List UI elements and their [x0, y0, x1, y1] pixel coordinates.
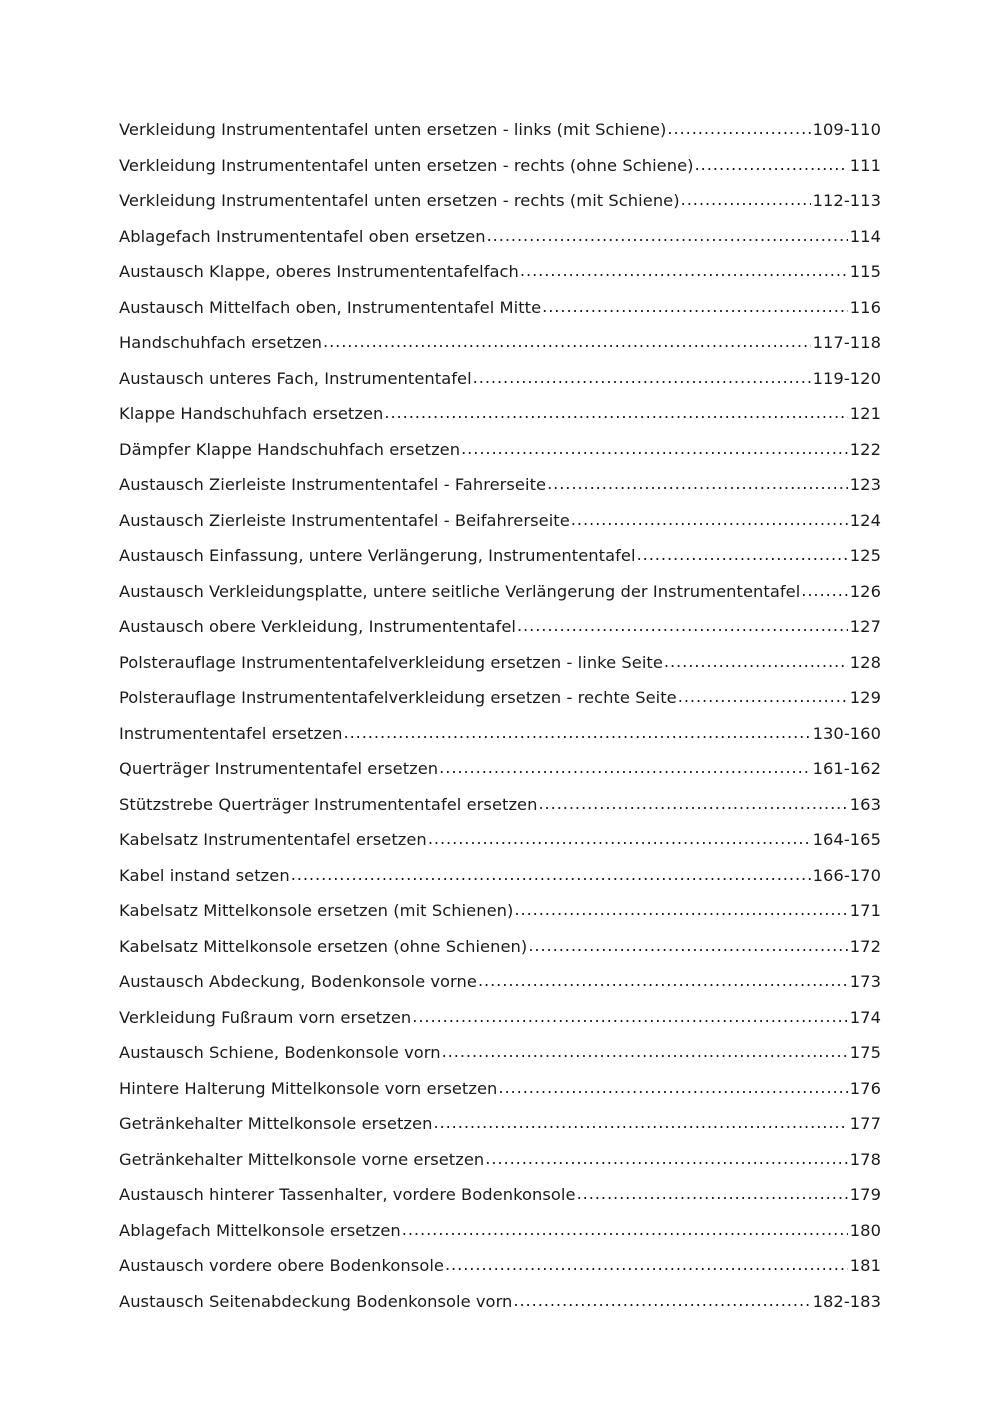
toc-entry-page-number: 178	[849, 1149, 881, 1169]
toc-entry[interactable]	[119, 183, 881, 219]
toc-entry[interactable]	[119, 574, 881, 610]
toc-dot-leader	[520, 261, 848, 280]
toc-entry-title: Klappe Handschuhfach ersetzen	[119, 404, 384, 424]
toc-dot-leader	[514, 900, 847, 919]
toc-dot-leader	[498, 1078, 847, 1097]
toc-dot-leader	[577, 1184, 848, 1203]
toc-entry[interactable]	[119, 148, 881, 184]
toc-dot-leader	[571, 510, 848, 529]
toc-dot-leader	[513, 1291, 810, 1310]
toc-entry[interactable]	[119, 219, 881, 255]
toc-entry-title: Kabelsatz Mittelkonsole ersetzen (ohne Schienen)	[119, 936, 528, 956]
toc-entry-title: Getränkehalter Mittelkonsole vorne ersetzen	[119, 1149, 485, 1169]
toc-entry-title: Austausch Abdeckung, Bodenkonsole vorne	[119, 972, 477, 992]
toc-dot-leader	[461, 439, 848, 458]
toc-entry-page-number: 180	[849, 1220, 881, 1240]
toc-entry-page-number: 172	[849, 936, 881, 956]
toc-entry-page-number: 115	[849, 262, 881, 282]
toc-entry[interactable]	[119, 858, 881, 894]
toc-dot-leader	[442, 1042, 848, 1061]
toc-dot-leader	[412, 1007, 848, 1026]
toc-dot-leader	[291, 865, 811, 884]
toc-entry-title: Querträger Instrumententafel ersetzen	[119, 759, 439, 779]
toc-dot-leader	[344, 723, 811, 742]
toc-entry[interactable]	[119, 290, 881, 326]
toc-entry-page-number: 174	[849, 1007, 881, 1027]
toc-entry-page-number: 122	[849, 439, 881, 459]
toc-entry-title: Hintere Halterung Mittelkonsole vorn ersetzen	[119, 1078, 498, 1098]
toc-entry-title: Getränkehalter Mittelkonsole ersetzen	[119, 1114, 433, 1134]
toc-entry[interactable]	[119, 1284, 881, 1320]
toc-entry-title: Austausch unteres Fach, Instrumententafel	[119, 368, 472, 388]
toc-entry[interactable]	[119, 1106, 881, 1142]
toc-entry-page-number: 121	[849, 404, 881, 424]
toc-dot-leader	[538, 794, 847, 813]
toc-dot-leader	[542, 297, 848, 316]
toc-dot-leader	[433, 1113, 847, 1132]
toc-entry-title: Austausch obere Verkleidung, Instrumententafel	[119, 617, 516, 637]
toc-entry-page-number: 179	[849, 1185, 881, 1205]
toc-entry-page-number: 117-118	[812, 333, 881, 353]
toc-entry-title: Polsterauflage Instrumententafelverkleidung ersetzen - rechte Seite	[119, 688, 677, 708]
toc-entry-page-number: 127	[849, 617, 881, 637]
toc-dot-leader	[801, 581, 847, 600]
toc-entry[interactable]	[119, 964, 881, 1000]
toc-entry-title: Stützstrebe Querträger Instrumententafel ersetzen	[119, 794, 538, 814]
toc-dot-leader	[695, 155, 848, 174]
toc-dot-leader	[439, 758, 810, 777]
toc-entry[interactable]	[119, 1248, 881, 1284]
toc-entry[interactable]	[119, 609, 881, 645]
toc-entry[interactable]	[119, 787, 881, 823]
toc-entry-page-number: 125	[849, 546, 881, 566]
toc-entry[interactable]	[119, 1000, 881, 1036]
toc-entry-page-number: 177	[849, 1114, 881, 1134]
toc-entry[interactable]	[119, 1071, 881, 1107]
toc-dot-leader	[667, 119, 810, 138]
toc-entry-page-number: 124	[849, 510, 881, 530]
toc-entry[interactable]	[119, 1035, 881, 1071]
toc-entry-title: Verkleidung Instrumententafel unten ersetzen - rechts (ohne Schiene)	[119, 155, 694, 175]
toc-entry[interactable]	[119, 893, 881, 929]
toc-entry[interactable]	[119, 396, 881, 432]
toc-entry[interactable]	[119, 751, 881, 787]
toc-dot-leader	[445, 1255, 848, 1274]
toc-entry-page-number: 123	[849, 475, 881, 495]
toc-entry-title: Dämpfer Klappe Handschuhfach ersetzen	[119, 439, 461, 459]
toc-entry-title: Ablagefach Mittelkonsole ersetzen	[119, 1220, 401, 1240]
toc-entry-page-number: 116	[849, 297, 881, 317]
toc-entry-page-number: 182-183	[812, 1291, 881, 1311]
toc-dot-leader	[547, 474, 848, 493]
toc-entry[interactable]	[119, 680, 881, 716]
toc-entry[interactable]	[119, 538, 881, 574]
toc-dot-leader	[478, 971, 848, 990]
toc-entry-page-number: 128	[849, 652, 881, 672]
toc-entry-page-number: 112-113	[812, 191, 881, 211]
toc-entry-page-number: 181	[849, 1256, 881, 1276]
toc-entry-page-number: 171	[849, 901, 881, 921]
toc-entry[interactable]	[119, 503, 881, 539]
toc-dot-leader	[528, 936, 847, 955]
toc-entry-title: Kabelsatz Mittelkonsole ersetzen (mit Schienen)	[119, 901, 514, 921]
toc-entry-title: Austausch Schiene, Bodenkonsole vorn	[119, 1043, 441, 1063]
toc-entry[interactable]	[119, 822, 881, 858]
toc-entry-page-number: 130-160	[812, 723, 881, 743]
toc-dot-leader	[517, 616, 848, 635]
toc-dot-leader	[384, 403, 847, 422]
toc-dot-leader	[428, 829, 811, 848]
toc-entry-title: Austausch Zierleiste Instrumententafel - Fahrerseite	[119, 475, 547, 495]
toc-entry-title: Verkleidung Fußraum vorn ersetzen	[119, 1007, 412, 1027]
toc-entry[interactable]	[119, 716, 881, 752]
toc-dot-leader	[664, 652, 848, 671]
toc-entry-title: Austausch Klappe, oberes Instrumententafelfach	[119, 262, 519, 282]
toc-entry[interactable]	[119, 432, 881, 468]
toc-entry-page-number: 173	[849, 972, 881, 992]
toc-entry[interactable]	[119, 1177, 881, 1213]
toc-entry-title: Austausch hinterer Tassenhalter, vordere Bodenkonsole	[119, 1185, 576, 1205]
table-of-contents	[119, 112, 881, 1319]
toc-entry-page-number: 164-165	[812, 830, 881, 850]
toc-entry-page-number: 166-170	[812, 865, 881, 885]
toc-entry-title: Verkleidung Instrumententafel unten ersetzen - links (mit Schiene)	[119, 120, 667, 140]
toc-entry-page-number: 109-110	[812, 120, 881, 140]
toc-entry[interactable]	[119, 1142, 881, 1178]
toc-dot-leader	[473, 368, 811, 387]
toc-entry-page-number: 129	[849, 688, 881, 708]
toc-entry-title: Kabelsatz Instrumententafel ersetzen	[119, 830, 427, 850]
toc-entry-title: Austausch Zierleiste Instrumententafel - Beifahrerseite	[119, 510, 570, 530]
toc-dot-leader	[402, 1220, 848, 1239]
toc-entry[interactable]	[119, 467, 881, 503]
toc-entry-page-number: 111	[849, 155, 881, 175]
toc-dot-leader	[681, 190, 811, 209]
toc-entry-page-number: 119-120	[812, 368, 881, 388]
toc-entry[interactable]	[119, 645, 881, 681]
toc-entry[interactable]	[119, 325, 881, 361]
toc-entry-title: Austausch Verkleidungsplatte, untere seitliche Verlängerung der Instrumententafel	[119, 581, 801, 601]
toc-entry[interactable]	[119, 254, 881, 290]
toc-dot-leader	[637, 545, 848, 564]
toc-dot-leader	[323, 332, 811, 351]
toc-entry[interactable]	[119, 929, 881, 965]
toc-entry-title: Austausch vordere obere Bodenkonsole	[119, 1256, 444, 1276]
toc-entry-title: Instrumententafel ersetzen	[119, 723, 343, 743]
toc-entry-title: Austausch Einfassung, untere Verlängerung, Instrumententafel	[119, 546, 636, 566]
toc-entry-title: Austausch Mittelfach oben, Instrumententafel Mitte	[119, 297, 542, 317]
toc-entry-title: Ablagefach Instrumententafel oben ersetzen	[119, 226, 486, 246]
toc-dot-leader	[487, 226, 848, 245]
toc-entry-page-number: 176	[849, 1078, 881, 1098]
toc-entry-title: Austausch Seitenabdeckung Bodenkonsole vorn	[119, 1291, 513, 1311]
toc-entry-title: Polsterauflage Instrumententafelverkleidung ersetzen - linke Seite	[119, 652, 663, 672]
toc-entry-page-number: 175	[849, 1043, 881, 1063]
toc-entry-page-number: 163	[849, 794, 881, 814]
toc-entry[interactable]	[119, 1213, 881, 1249]
toc-entry[interactable]	[119, 361, 881, 397]
toc-entry-title: Verkleidung Instrumententafel unten ersetzen - rechts (mit Schiene)	[119, 191, 680, 211]
toc-entry-title: Handschuhfach ersetzen	[119, 333, 322, 353]
toc-dot-leader	[485, 1149, 848, 1168]
toc-entry[interactable]	[119, 112, 881, 148]
toc-dot-leader	[678, 687, 848, 706]
toc-entry-title: Kabel instand setzen	[119, 865, 290, 885]
toc-entry-page-number: 114	[849, 226, 881, 246]
toc-entry-page-number: 161-162	[812, 759, 881, 779]
toc-entry-page-number: 126	[849, 581, 881, 601]
